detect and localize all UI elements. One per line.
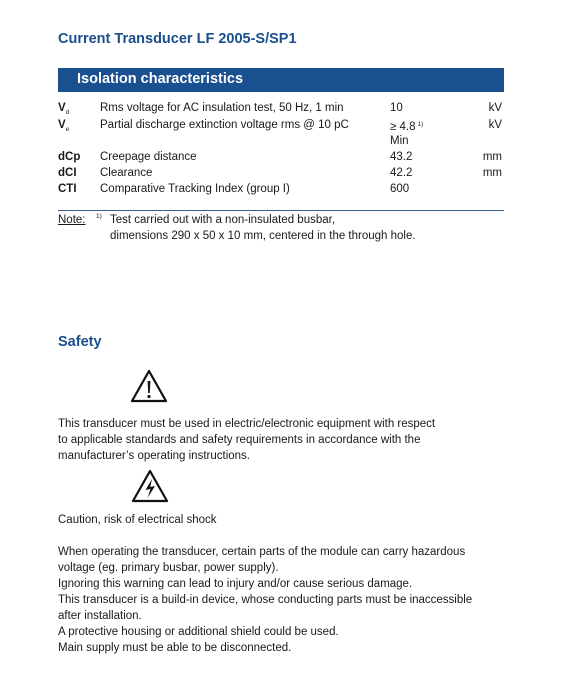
footnote-ref: 1) xyxy=(417,121,424,128)
spec-symbol: $V_e$ xyxy=(58,119,70,133)
spec-unit: mm xyxy=(482,167,502,179)
spec-value: 43.2 xyxy=(390,151,413,163)
spec-value: Min xyxy=(390,135,409,147)
spec-symbol: dCp xyxy=(58,151,81,163)
spec-value: 600 xyxy=(390,183,410,195)
spec-value: 42.2 xyxy=(390,167,413,179)
isolation-header-band xyxy=(58,68,504,92)
warning-triangle-icon xyxy=(129,368,169,404)
note-line: dimensions 290 x 50 x 10 mm, centered in the through hole. xyxy=(110,230,416,242)
text-line: after installation. xyxy=(58,610,142,622)
safety-heading: Safety xyxy=(58,334,102,350)
spec-unit: kV xyxy=(488,119,502,131)
electric-shock-triangle-icon xyxy=(130,468,170,504)
spec-row xyxy=(58,165,504,181)
spec-unit: mm xyxy=(482,151,502,163)
note-label: Note: xyxy=(58,214,86,226)
spec-value: 10 xyxy=(390,102,403,114)
spec-symbol: CTI xyxy=(58,183,77,195)
spec-description: Rms voltage for AC insulation test, 50 Hz, 1 min xyxy=(100,102,344,114)
spec-unit: kV xyxy=(488,102,502,114)
table-divider xyxy=(58,210,504,211)
text-line: When operating the transducer, certain parts of the module can carry hazardous xyxy=(58,546,466,558)
spec-description: Clearance xyxy=(100,167,153,179)
text-line: A protective housing or additional shield could be used. xyxy=(58,626,339,638)
spec-description: Comparative Tracking Index (group I) xyxy=(100,183,290,195)
text-line: voltage (eg. primary busbar, power supply). xyxy=(58,562,279,574)
text-line: to applicable standards and safety requirements in accordance with the xyxy=(58,434,421,446)
spec-description: Partial discharge extinction voltage rms @ 10 pC xyxy=(100,119,349,131)
note-ref: 1) xyxy=(96,213,102,220)
spec-row xyxy=(58,181,504,197)
spec-value: ≥ 4.8 $^{1)}$ xyxy=(390,121,424,133)
isolation-heading: Isolation characteristics xyxy=(77,71,244,87)
text-line: Ignoring this warning can lead to injury and/or cause serious damage. xyxy=(58,578,413,590)
text-line: This transducer must be used in electric/electronic equipment with respect xyxy=(58,418,436,430)
text-line: This transducer is a build-in device, whose conducting parts must be inaccessible xyxy=(58,594,473,606)
document-title: Current Transducer LF 2005-S/SP1 xyxy=(58,31,297,47)
spec-row xyxy=(58,117,504,133)
text-line: Main supply must be able to be disconnected. xyxy=(58,642,292,654)
safety-paragraph-1 xyxy=(58,416,518,464)
text-line: manufacturer’s operating instructions. xyxy=(58,450,250,462)
caution-text: Caution, risk of electrical shock xyxy=(58,514,217,526)
spec-row xyxy=(58,149,504,165)
spec-row xyxy=(58,100,504,116)
safety-paragraph-2 xyxy=(58,544,518,656)
spec-row xyxy=(58,133,504,149)
spec-description: Creepage distance xyxy=(100,151,197,163)
spec-symbol: dCI xyxy=(58,167,77,179)
spec-symbol: $V_d$ xyxy=(58,102,70,116)
note-line: Test carried out with a non-insulated busbar, xyxy=(110,214,336,226)
